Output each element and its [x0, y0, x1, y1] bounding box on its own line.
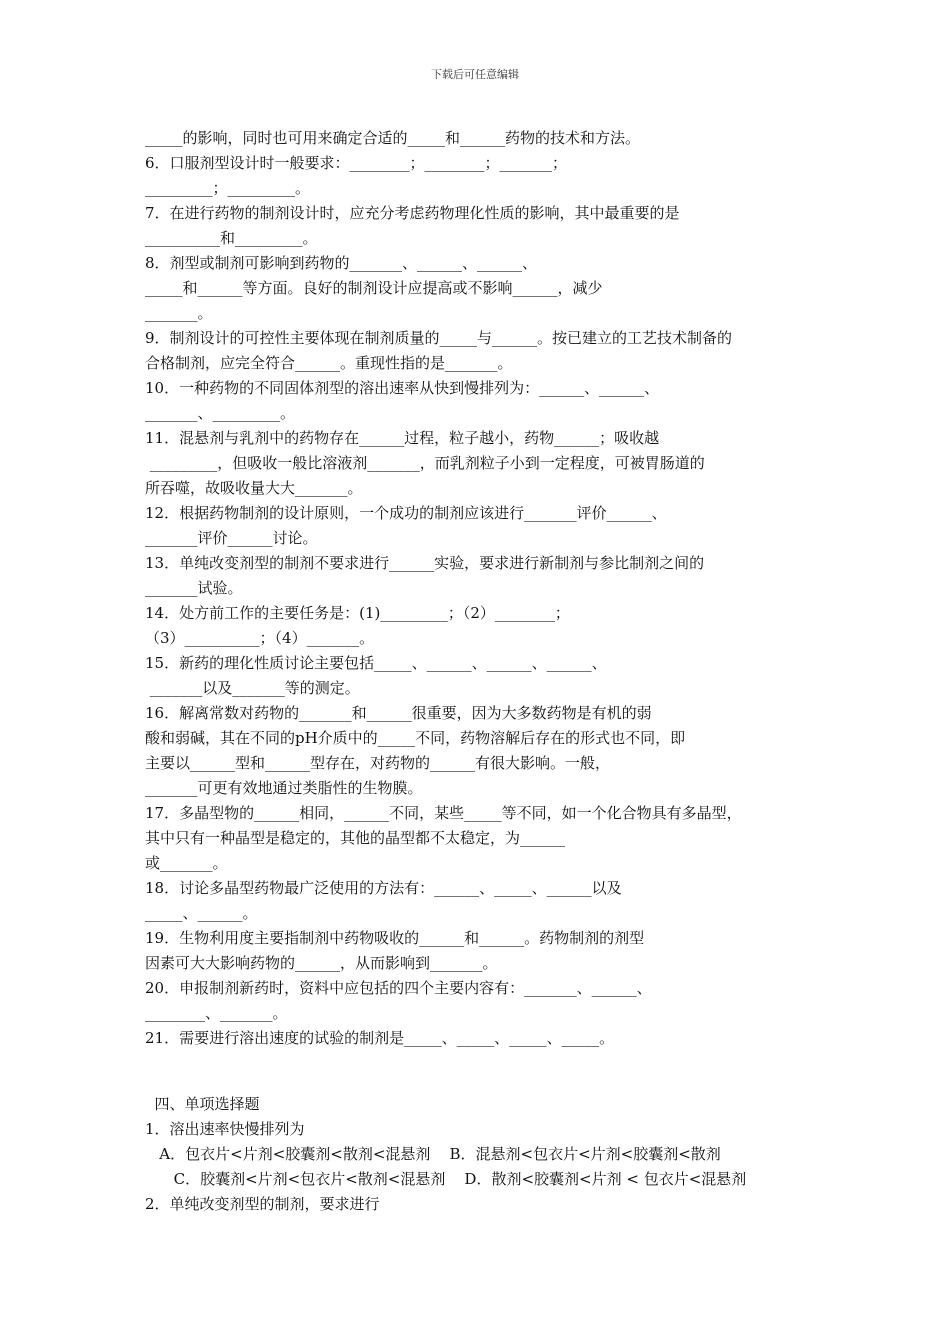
text-line: 20．申报制剂新药时，资料中应包括的四个主要内容有：_______、______、	[145, 979, 652, 997]
text-line: _____、______。	[145, 904, 258, 922]
question-line: 2．单纯改变剂型的制剂，要求进行	[145, 1195, 380, 1213]
text-line: （3）__________；（4）_______。	[145, 629, 375, 647]
text-line: 21．需要进行溶出速度的试验的制剂是_____、_____、_____、_____。	[145, 1029, 615, 1047]
text-line: 合格制剂，应完全符合______。重现性指的是_______。	[145, 354, 513, 372]
text-line: 16．解离常数对药物的_______和______很重要，因为大多数药物是有机的弱	[145, 704, 652, 722]
text-line: _______可更有效地通过类脂性的生物膜。	[145, 779, 423, 797]
text-line: 其中只有一种晶型是稳定的，其他的晶型都不太稳定，为______	[145, 829, 566, 847]
text-line: 11．混悬剂与乳剂中的药物存在______过程，粒子越小，药物______；吸收越	[145, 429, 660, 447]
text-line: 10．一种药物的不同固体剂型的溶出速率从快到慢排列为：______、______、	[145, 379, 660, 397]
text-line: _______试验。	[145, 579, 243, 597]
text-line: 酸和弱碱，其在不同的pH介质中的_____不同，药物溶解后存在的形式也不同，即	[145, 729, 686, 747]
section-spacer	[145, 1051, 815, 1092]
text-line: ________、_______。	[145, 1004, 288, 1022]
text-line: _____和______等方面。良好的制剂设计应提高或不影响______，减少	[145, 279, 603, 297]
text-line: 19．生物利用度主要指制剂中药物吸收的______和______。药物制剂的剂型	[145, 929, 645, 947]
option-line: A．包衣片<片剂<胶囊剂<散剂<混悬剂 B．混悬剂<包衣片<片剂<胶囊剂<散剂	[145, 1145, 721, 1163]
text-line: _______、_________。	[145, 404, 296, 422]
option-line: C．胶囊剂<片剂<包衣片<散剂<混悬剂 D．散剂<胶囊剂<片剂 < 包衣片<混悬剂	[145, 1170, 747, 1188]
document-body	[145, 126, 815, 1217]
text-line: 17．多晶型物的______相同，______不同，某些_____等不同，如一个化合物具有多晶型，	[145, 804, 742, 822]
text-line: 12．根据药物制剂的设计原则，一个成功的制剂应该进行_______评价______、	[145, 504, 667, 522]
text-line: 15．新药的理化性质讨论主要包括_____、______、______、______、	[145, 654, 607, 672]
page-header: 下载后可任意编辑	[431, 68, 519, 81]
text-line: 13．单纯改变剂型的制剂不要求进行______实验，要求进行新制剂与参比制剂之间的	[145, 554, 705, 572]
text-line: 8．剂型或制剂可影响到药物的_______、______、______、	[145, 254, 538, 272]
text-line: _______以及_______等的测定。	[145, 679, 360, 697]
text-line: __________和_________。	[145, 229, 318, 247]
text-line: 或_______。	[145, 854, 228, 872]
text-line: 6．口服剂型设计时一般要求：________；________；_______；	[145, 154, 568, 172]
question-line: 1．溶出速率快慢排列为	[145, 1120, 305, 1138]
section-heading: 四、单项选择题	[145, 1095, 260, 1113]
text-line: 7．在进行药物的制剂设计时，应充分考虑药物理化性质的影响，其中最重要的是	[145, 204, 680, 222]
text-line: _________；_________。	[145, 179, 311, 197]
text-line: 9．制剂设计的可控性主要体现在制剂质量的_____与______。按已建立的工艺技术制备的	[145, 329, 733, 347]
text-line: 18．讨论多晶型药物最广泛使用的方法有：______、_____、______以及	[145, 879, 622, 897]
text-line: _____的影响，同时也可用来确定合适的_____和______药物的技术和方法。	[145, 129, 641, 147]
text-line: 所吞噬，故吸收量大大_______。	[145, 479, 363, 497]
text-line: _______。	[145, 304, 213, 322]
text-line: 14．处方前工作的主要任务是：(1)_________；（2）________；	[145, 604, 570, 622]
text-line: 因素可大大影响药物的______，从而影响到_______。	[145, 954, 498, 972]
text-line: 主要以______型和______型存在，对药物的______有很大影响。一般，	[145, 754, 611, 772]
text-line: _________，但吸收一般比溶液剂_______，而乳剂粒子小到一定程度，可被胃肠道的	[145, 454, 705, 472]
text-line: _______评价______讨论。	[145, 529, 318, 547]
